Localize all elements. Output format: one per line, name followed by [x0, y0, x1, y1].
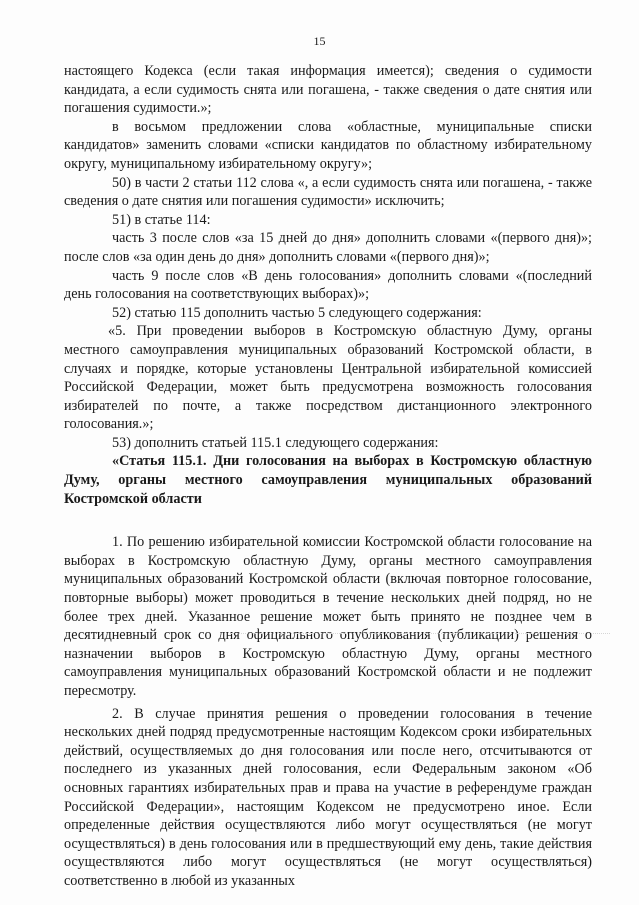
paragraph-continuation: настоящего Кодекса (если такая информация имеется); сведения о судимости кандидата, а если судимость снята или погашена, - также сведения о дате снятия или погашения судимости.»; [64, 63, 592, 117]
paragraph-item-52: 52) статью 115 дополнить частью 5 следующего содержания: [112, 304, 482, 321]
paragraph-part-9: часть 9 после слов «В день голосования» дополнить словами «(последний день голосования на соответствующих выборах)»; [64, 267, 592, 303]
article-heading: «Статья 115.1. Дни голосования на выборах в Костромскую областную Думу, органы местного самоуправления муниципальных образований Костромской области [64, 453, 592, 507]
paragraph-part-5-text: «5. При проведении выборов в Костромскую областную Думу, органы местного самоуправления муниципальных образований Костромской области, в случаях и порядке, которые установлены Центральной избирательной комиссией Российской Федерации, может быть предусмотрена возможность голосования избирателей по почте, а также посредством дистанционного электронного голосования.»; [64, 323, 592, 433]
page-number: 15 [313, 34, 326, 48]
article-paragraph-1: 1. По решению избирательной комиссии Костромской области голосование на выборах в Костромскую областную Думу, органы местного самоуправления муниципальных образований Костромской области (включая повторное голосование, повторные выборы) может проводиться в течение нескольких дней подряд, но не более трех дней. Указанное решение может быть принято не позднее чем в десятидневный срок со дня официального опубликования (публикации) решения о назначении выборов в Костромскую областную Думу, органы местного самоуправления муниципальных образований Костромской области и не подлежит пересмотру. [64, 534, 592, 699]
paragraph-item-53: 53) дополнить статьей 115.1 следующего содержания: [112, 434, 439, 451]
document-body [64, 62, 592, 891]
spacer [64, 508, 592, 533]
article-paragraph-2: 2. В случае принятия решения о проведении голосования в течение нескольких дней подряд предусмотренные настоящим Кодексом сроки избирательных действий, осуществляемых до дня голосования или после него, отсчитываются от последнего из указанных дней голосования, если Федеральным законом «Об основных гарантиях избирательных прав и права на участие в референдуме граждан Российской Федерации», настоящим Кодексом не предусмотрено иное. Если определенные действия осуществляются либо могут осуществляться (не могут осуществляться) в день голосования или в предшествующий ему день, такие действия осуществляются либо могут осуществляться (не могут осуществляться) соответственно в любой из указанных [64, 705, 592, 889]
paragraph-item-51: 51) в статье 114: [112, 211, 211, 228]
paragraph-part-3: часть 3 после слов «за 15 дней до дня» дополнить словами «(первого дня)»; после слов «за один день до дня» дополнить словами «(первого дня)»; [64, 230, 592, 265]
scan-artifact-line [230, 633, 610, 635]
paragraph-amendment-eighth-sentence: в восьмом предложении слова «областные, муниципальные списки кандидатов» заменить словами «списки кандидатов по областному избирательному округу, муниципальному избирательному округу»; [64, 118, 592, 172]
paragraph-item-50: 50) в части 2 статьи 112 слова «, а если судимость снята или погашена, - также сведения о дате снятия или погашения судимости» исключить; [64, 174, 592, 210]
